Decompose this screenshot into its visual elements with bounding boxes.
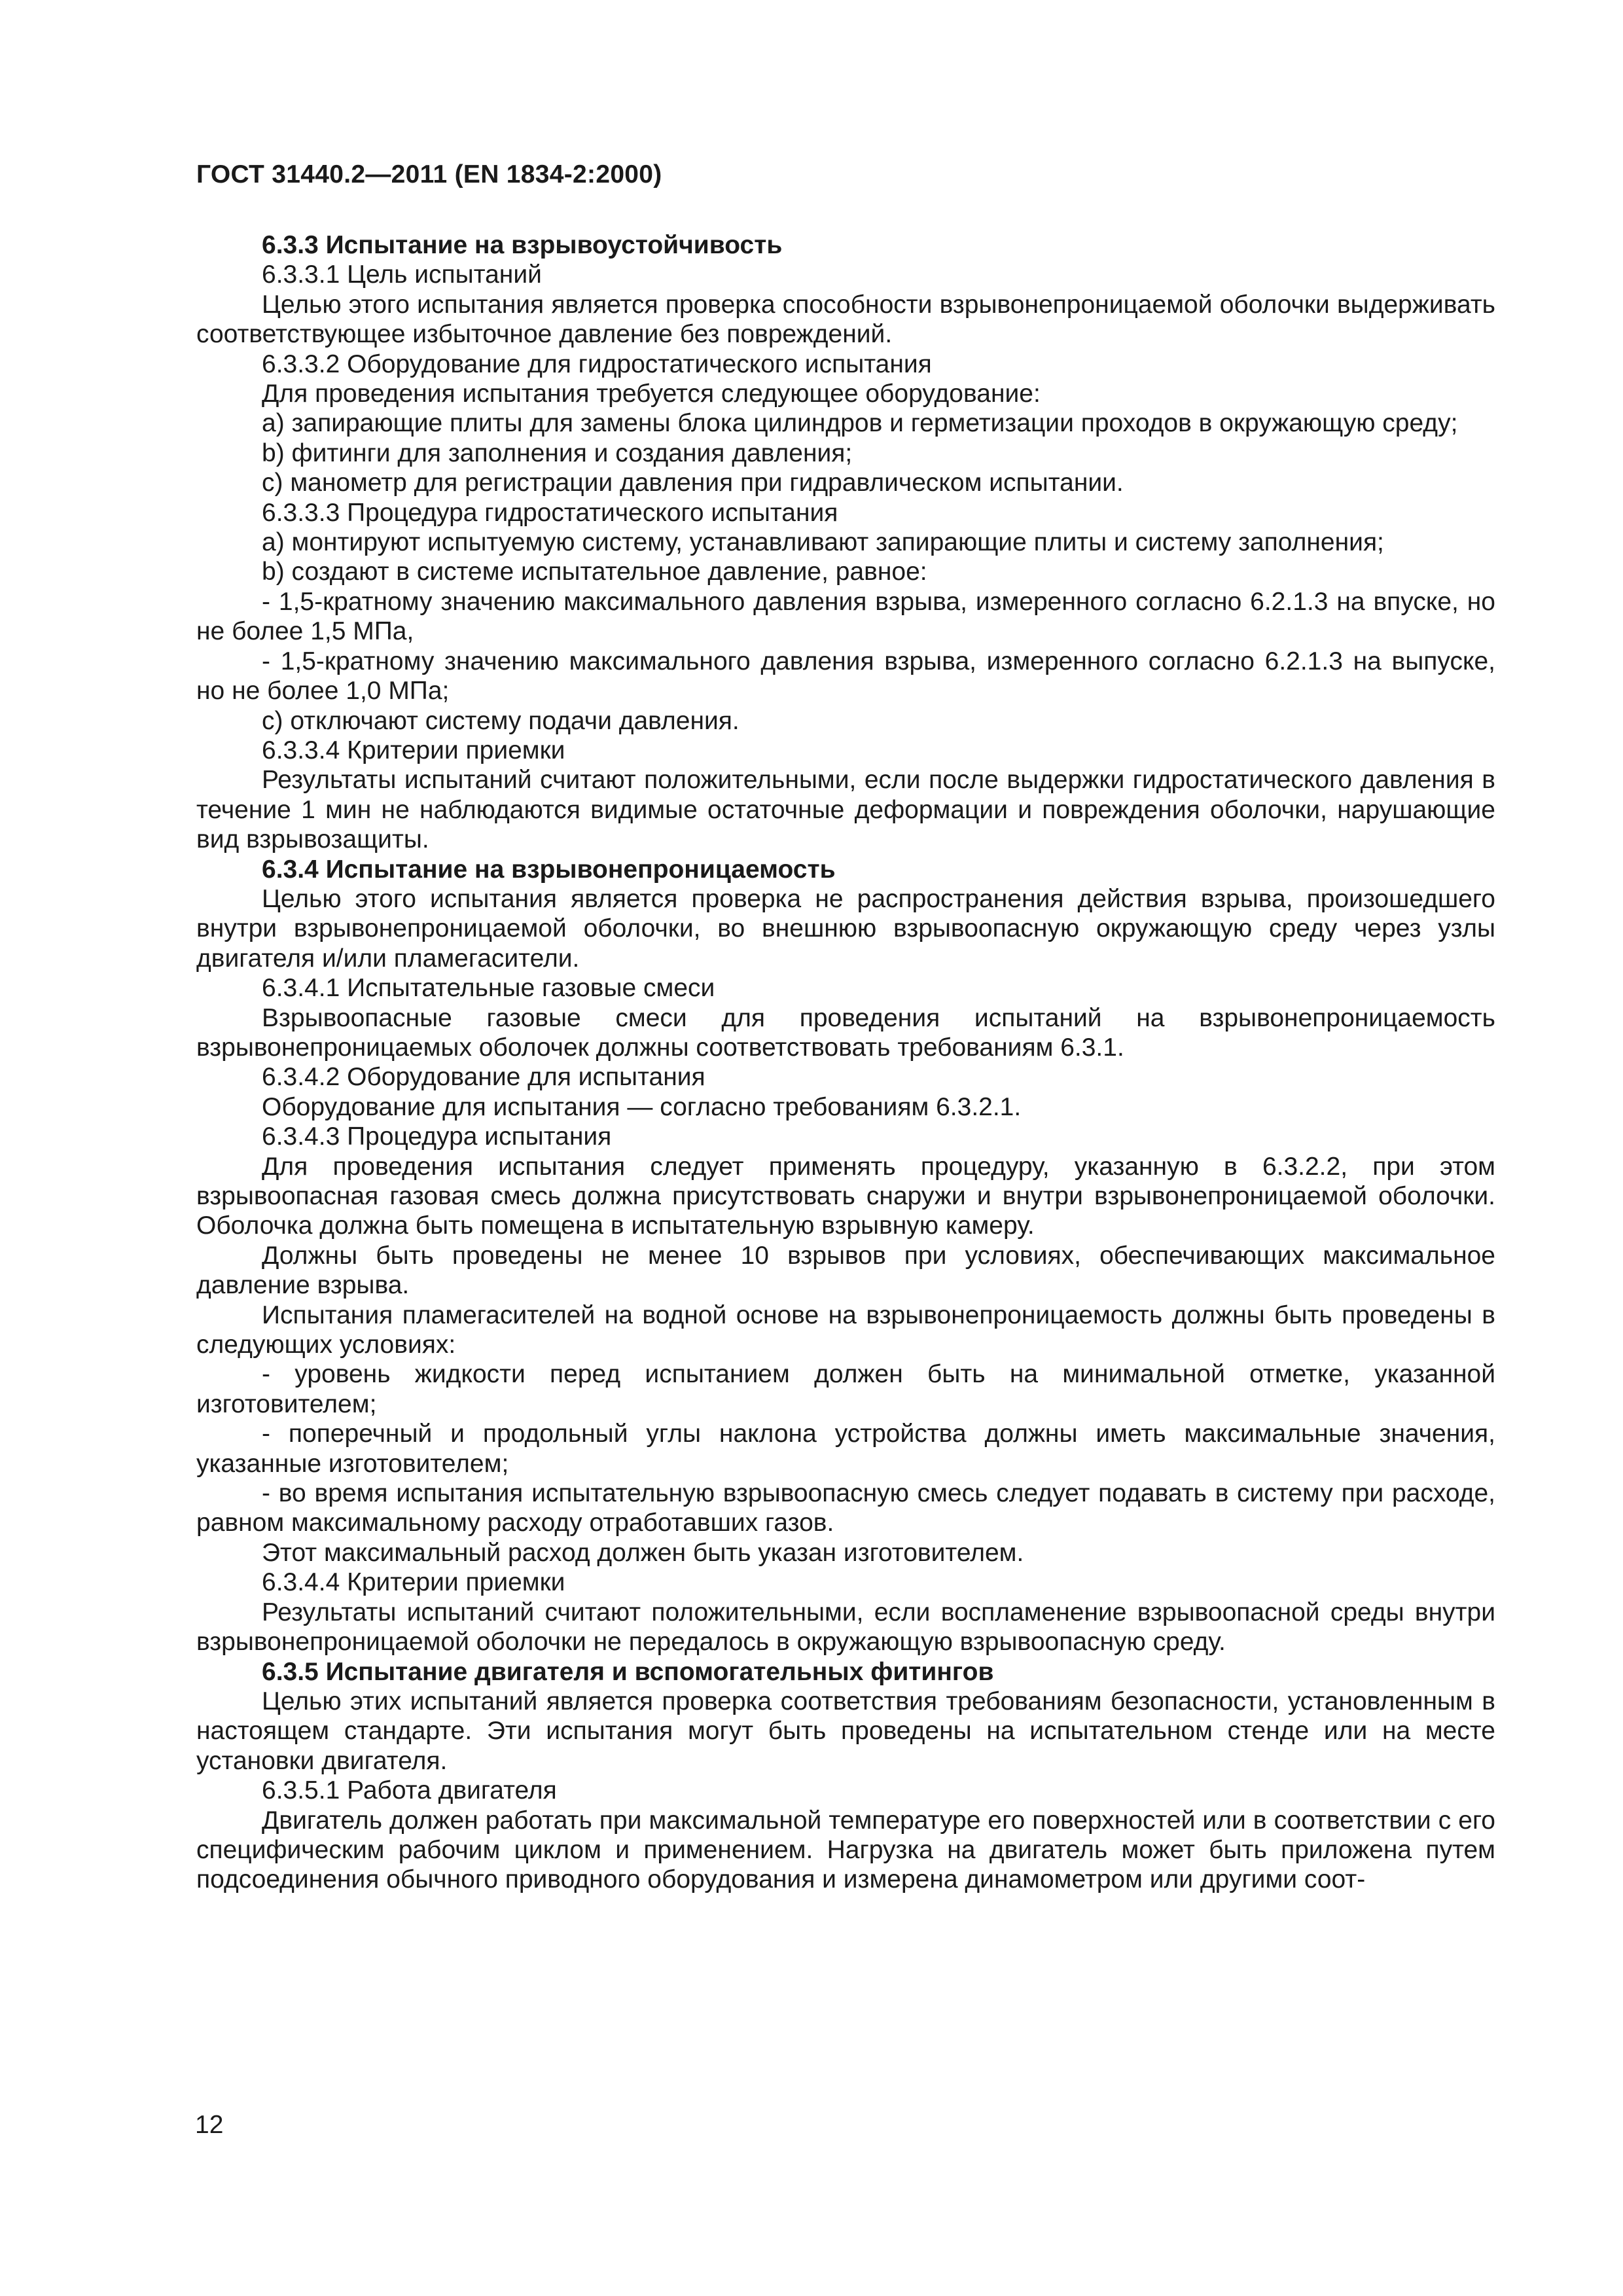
document-header: ГОСТ 31440.2—2011 (EN 1834-2:2000) [196,160,662,188]
document-body [196,230,1495,1895]
list-item: - поперечный и продольный углы наклона устройства должны иметь максимальные значения, указанные изготовителем; [196,1420,1495,1478]
paragraph: Целью этого испытания является проверка не распространения действия взрыва, произошедшего внутри взрывонепроницаемой оболочки, во внешнюю взрывоопасную окружающую среду через узлы двигателя и/или пламегасители. [196,884,1495,973]
list-item: - уровень жидкости перед испытанием должен быть на минимальной отметке, указанной изготовителем; [196,1360,1495,1418]
section-heading-6-3-4: 6.3.4 Испытание на взрывонепроницаемость [262,855,836,884]
paragraph: Для проведения испытания требуется следующее оборудование: [262,380,1041,408]
list-item: c) отключают систему подачи давления. [262,706,740,735]
subsection-heading: 6.3.3.3 Процедура гидростатического испытания [262,498,838,527]
subsection-heading: 6.3.3.2 Оборудование для гидростатического испытания [262,350,932,378]
subsection-heading: 6.3.4.1 Испытательные газовые смеси [262,974,715,1003]
paragraph: Должны быть проведены не менее 10 взрывов при условиях, обеспечивающих максимальное давление взрыва. [196,1241,1495,1300]
subsection-heading: 6.3.4.2 Оборудование для испытания [262,1063,705,1092]
page-number: 12 [195,2111,224,2139]
list-item: a) монтируют испытуемую систему, устанавливают запирающие плиты и систему заполнения; [262,528,1384,557]
paragraph: Результаты испытаний считают положительными, если после выдержки гидростатического давления в течение 1 мин не наблюдаются видимые остаточные деформации и повреждения оболочки, нарушающие вид взрывозащиты. [196,766,1495,854]
paragraph: Двигатель должен работать при максимальной температуре его поверхностей или в соответствии с его специфическим рабочим циклом и применением. Нагрузка на двигатель может быть приложена путем подсоединения обычного приводного оборудования и измерена динамометром или другими соот- [196,1806,1495,1894]
list-item: - 1,5-кратному значению максимального давления взрыва, измеренного согласно 6.2.1.3 на впуске, но не более 1,5 МПа, [196,587,1495,646]
section-heading-6-3-3: 6.3.3 Испытание на взрывоустойчивость [262,231,783,259]
subsection-heading: 6.3.3.1 Цель испытаний [262,260,542,289]
list-item: c) манометр для регистрации давления при гидравлическом испытании. [262,469,1124,497]
list-item: - во время испытания испытательную взрывоопасную смесь следует подавать в систему при расходе, равном максимальному расходу отработавших газов. [196,1479,1495,1537]
list-item: a) запирающие плиты для замены блока цилиндров и герметизации проходов в окружающую среду; [262,409,1458,438]
subsection-heading: 6.3.4.4 Критерии приемки [262,1568,565,1597]
paragraph: Этот максимальный расход должен быть указан изготовителем. [262,1538,1024,1567]
subsection-heading: 6.3.4.3 Процедура испытания [262,1122,612,1151]
section-heading-6-3-5: 6.3.5 Испытание двигателя и вспомогательных фитингов [262,1657,994,1686]
paragraph: Результаты испытаний считают положительными, если воспламенение взрывоопасной среды внутри взрывонепроницаемой оболочки не передалось в окружающую взрывоопасную среду. [196,1598,1495,1657]
paragraph: Оборудование для испытания — согласно требованиям 6.3.2.1. [262,1092,1022,1121]
subsection-heading: 6.3.3.4 Критерии приемки [262,736,565,764]
paragraph: Целью этих испытаний является проверка соответствия требованиям безопасности, установленным в настоящем стандарте. Эти испытания могут быть проведены на испытательном стенде или на месте установки двигателя. [196,1687,1495,1775]
paragraph: Испытания пламегасителей на водной основе на взрывонепроницаемость должны быть проведены в следующих условиях: [196,1300,1495,1359]
paragraph: Целью этого испытания является проверка способности взрывонепроницаемой оболочки выдерживать соответствующее избыточное давление без повреждений. [196,290,1495,349]
list-item: b) фитинги для заполнения и создания давления; [262,439,853,467]
paragraph: Для проведения испытания следует применять процедуру, указанную в 6.3.2.2, при этом взрывоопасная газовая смесь должна присутствовать снаружи и внутри взрывонепроницаемой оболочки. Оболочка должна быть помещена в испытательную взрывную камеру. [196,1152,1495,1240]
subsection-heading: 6.3.5.1 Работа двигателя [262,1776,557,1805]
paragraph: Взрывоопасные газовые смеси для проведения испытаний на взрывонепроницаемость взрывонепроницаемых оболочек должны соответствовать требованиям 6.3.1. [196,1003,1495,1062]
list-item: b) создают в системе испытательное давление, равное: [262,558,927,586]
list-item: - 1,5-кратному значению максимального давления взрыва, измеренного согласно 6.2.1.3 на выпуске, но не более 1,0 МПа; [196,647,1495,706]
